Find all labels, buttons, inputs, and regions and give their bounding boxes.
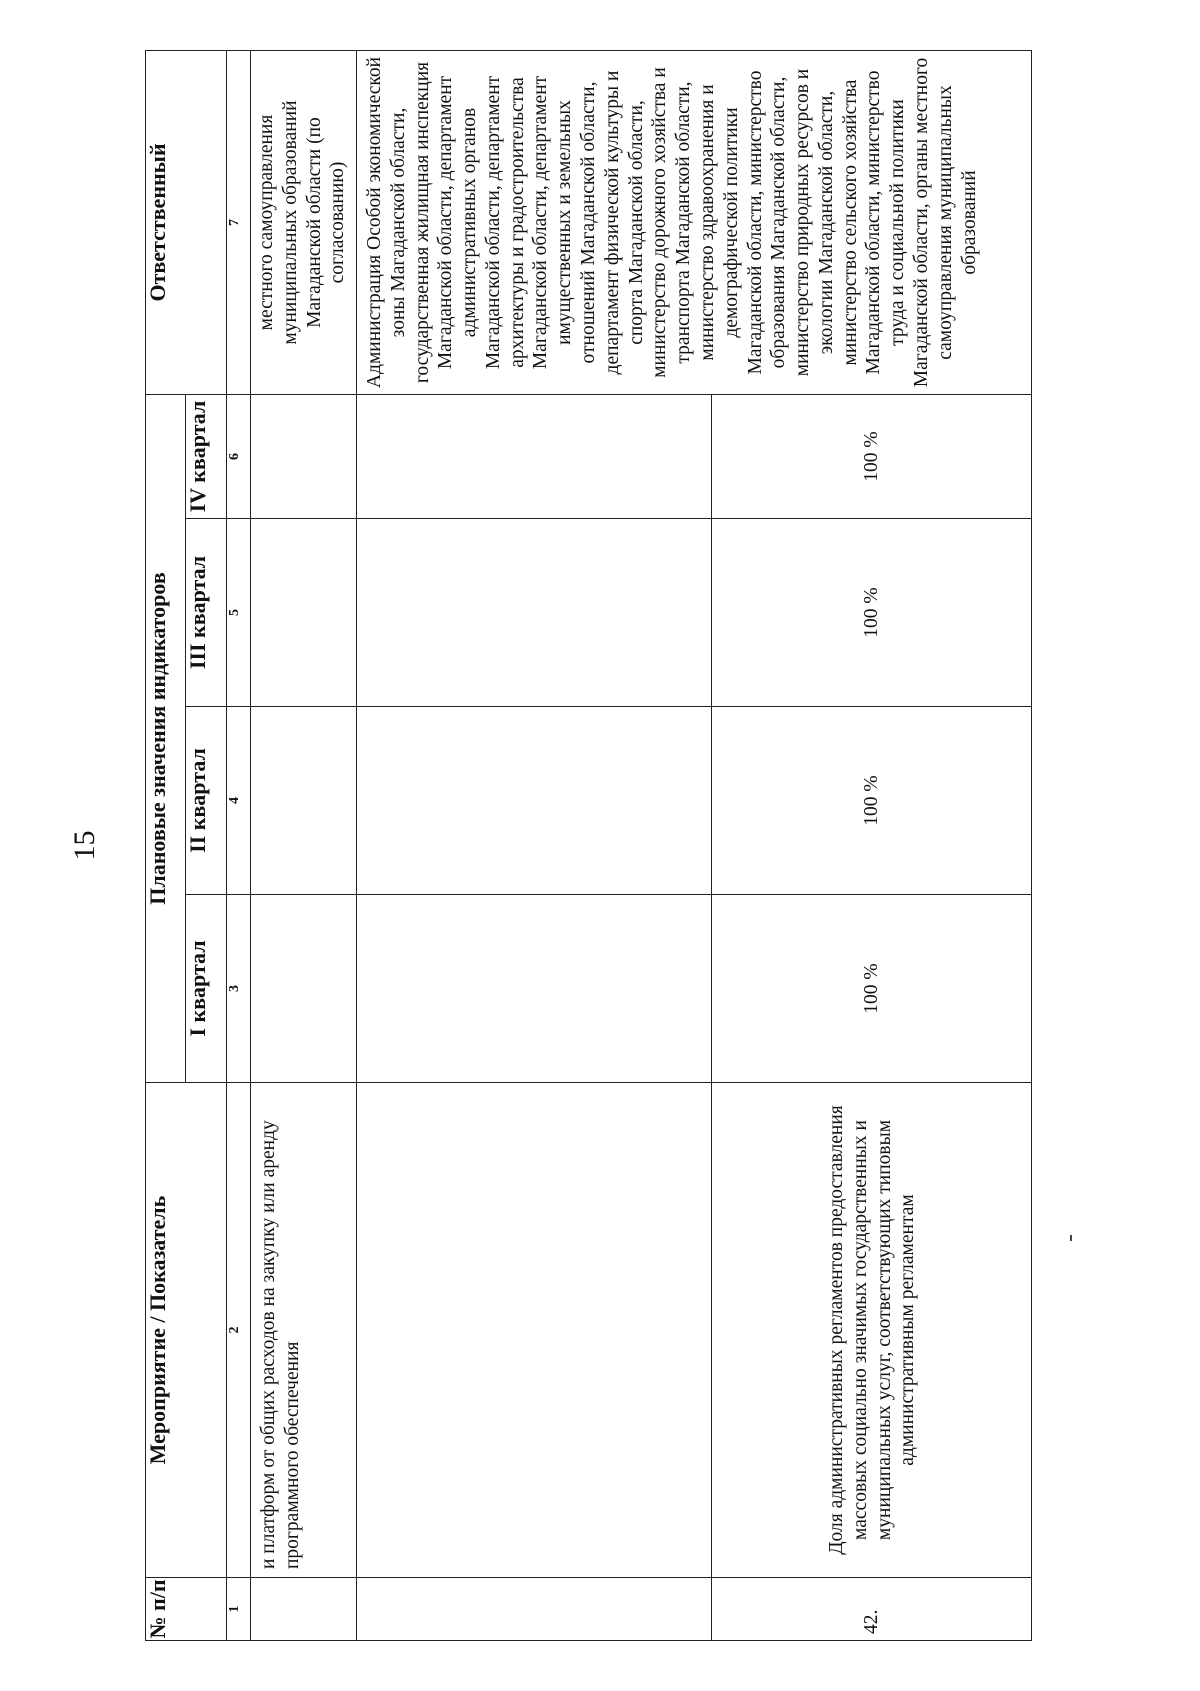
header-q1: I квартал [186, 895, 227, 1083]
column-number: 1 [227, 1578, 251, 1641]
header-num: № п/п [146, 1578, 227, 1641]
row-number [357, 1578, 712, 1641]
column-number: 3 [227, 895, 251, 1083]
header-row-1 [146, 51, 186, 1641]
column-number: 5 [227, 519, 251, 707]
row-q2: 100 % [712, 707, 1032, 895]
table-row [251, 51, 357, 1641]
row-measure: Доля административных регламентов предоставления массовых социально значимых государственных и муниципальных услуг, соответствующих типовым административным регламентам [712, 1083, 1032, 1578]
page-number: 15 [68, 830, 101, 861]
row-number: 42. [712, 1578, 1032, 1641]
row-q2 [251, 707, 357, 895]
column-number: 7 [227, 51, 251, 395]
row-responsible: местного самоуправления муниципальных образований Магаданской области (по согласованию) [251, 51, 357, 395]
row-number [251, 1578, 357, 1641]
row-q1: 100 % [712, 895, 1032, 1083]
rotated-page [50, 50, 1150, 1641]
row-measure [357, 1083, 712, 1578]
indicators-table [145, 50, 1032, 1641]
row-q2 [357, 707, 712, 895]
header-responsible: Ответственный [146, 51, 227, 395]
row-q4 [251, 395, 357, 519]
header-q2: II квартал [186, 707, 227, 895]
column-number: 4 [227, 707, 251, 895]
row-q3 [251, 519, 357, 707]
column-number: 2 [227, 1083, 251, 1578]
header-plan-values: Плановые значения индикаторов [146, 395, 186, 1083]
row-q4: 100 % [712, 395, 1032, 519]
header-q4: IV квартал [186, 395, 227, 519]
table-row [357, 51, 712, 1641]
row-q3 [357, 519, 712, 707]
header-q3: III квартал [186, 519, 227, 707]
column-number: 6 [227, 395, 251, 519]
header-measure: Мероприятие / Показатель [146, 1083, 227, 1578]
row-q3: 100 % [712, 519, 1032, 707]
column-number-row [227, 51, 251, 1641]
row-responsible: Администрация Особой экономической зоны Магаданской области, государственная жилищная инспекция Магаданской области, департамент административных органов Магаданской области, департамент архитектуры и градостроительства Магаданской области, департамент имущественных и земельных отношений Магаданской области, департамент физической культуры и спорта Магаданской области, министерство дорожного хозяйства и транспорта Магаданской области, министерство здравоохранения и демографической политики Магаданской области, министерство образования Магаданской области, министерство природных ресурсов и экологии Магаданской области, министерство сельского хозяйства Магаданской области, министерство труда и социальной политики Магаданской области, органы местного самоуправления муниципальных образований [357, 51, 1032, 395]
row-measure: и платформ от общих расходов на закупку или аренду программного обеспечения [251, 1083, 357, 1578]
row-q1 [357, 895, 712, 1083]
scan-speck [1070, 1235, 1072, 1241]
row-q1 [251, 895, 357, 1083]
row-q4 [357, 395, 712, 519]
